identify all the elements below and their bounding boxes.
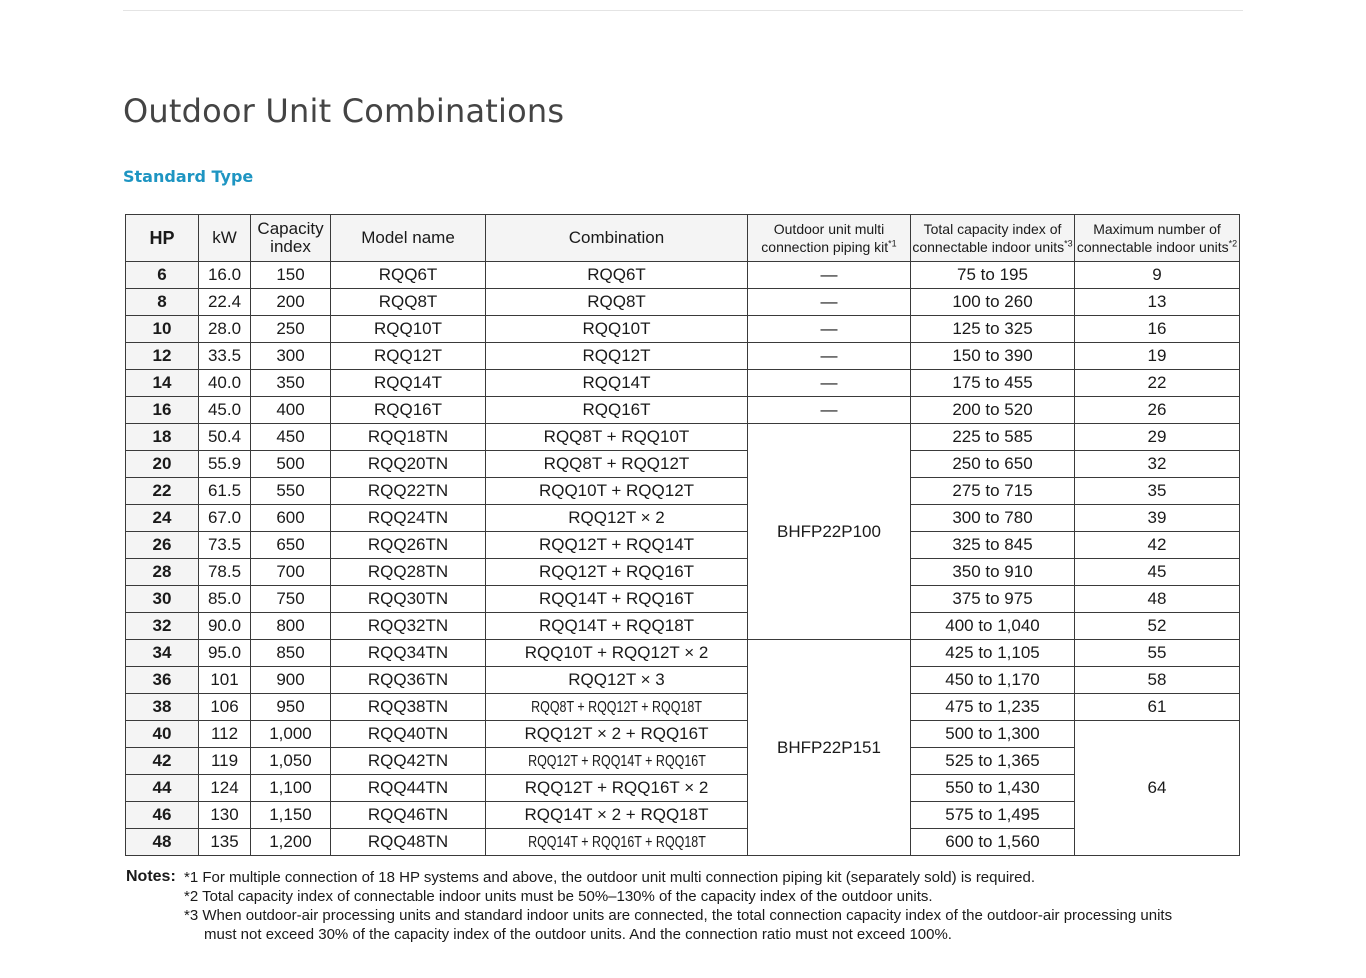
header-capacity-line1: Capacity [257, 219, 324, 238]
cell-model: RQQ44TN [331, 775, 486, 802]
cell-total: 350 to 910 [911, 559, 1075, 586]
cell-hp: 48 [126, 829, 199, 856]
header-total-line1: Total capacity index of [923, 221, 1062, 237]
cell-model: RQQ22TN [331, 478, 486, 505]
header-total-footnote: *3 [1064, 238, 1073, 249]
cell-model: RQQ36TN [331, 667, 486, 694]
cell-combination: RQQ8T + RQQ12T [486, 451, 748, 478]
cell-combination: RQQ14T × 2 + RQQ18T [486, 802, 748, 829]
cell-total: 275 to 715 [911, 478, 1075, 505]
cell-combination: RQQ10T [486, 316, 748, 343]
cell-hp: 28 [126, 559, 199, 586]
header-model-name: Model name [331, 215, 486, 262]
cell-total: 75 to 195 [911, 262, 1075, 289]
cell-kit-bhfp22p100: BHFP22P100 [748, 424, 911, 640]
note-item: *1 For multiple connection of 18 HP systems and above, the outdoor unit multi connection piping kit (separately sold) is required. [184, 869, 1036, 886]
cell-kw: 40.0 [199, 370, 251, 397]
cell-hp: 6 [126, 262, 199, 289]
page-title: Outdoor Unit Combinations [123, 92, 565, 130]
cell-total: 500 to 1,300 [911, 721, 1075, 748]
cell-hp: 30 [126, 586, 199, 613]
cell-capacity: 1,000 [251, 721, 331, 748]
cell-capacity: 250 [251, 316, 331, 343]
table-row [126, 802, 1240, 829]
cell-kw: 78.5 [199, 559, 251, 586]
cell-max: 42 [1075, 532, 1240, 559]
cell-hp: 16 [126, 397, 199, 424]
cell-model: RQQ20TN [331, 451, 486, 478]
cell-hp: 44 [126, 775, 199, 802]
note-item: *3 When outdoor-air processing units and standard indoor units are connected, the total connection capacity index of the outdoor-air processing units must not exceed 30% of the capacity index of the outdoor units. And the connection ratio must not exceed 100%. [184, 907, 1173, 943]
cell-max: 39 [1075, 505, 1240, 532]
cell-kw: 135 [199, 829, 251, 856]
cell-hp: 8 [126, 289, 199, 316]
table-row [126, 694, 1240, 721]
table-row [126, 829, 1240, 856]
cell-kw: 16.0 [199, 262, 251, 289]
cell-model: RQQ12T [331, 343, 486, 370]
header-max-line1: Maximum number of [1093, 221, 1221, 237]
header-combination: Combination [486, 215, 748, 262]
cell-model: RQQ48TN [331, 829, 486, 856]
cell-combination: RQQ12T + RQQ16T × 2 [486, 775, 748, 802]
cell-combination [486, 748, 748, 775]
cell-max: 29 [1075, 424, 1240, 451]
cell-capacity: 600 [251, 505, 331, 532]
cell-combination [486, 829, 748, 856]
cell-capacity: 200 [251, 289, 331, 316]
cell-model: RQQ16T [331, 397, 486, 424]
outdoor-unit-combinations-table [125, 214, 1240, 856]
cell-max-merged: 64 [1075, 721, 1240, 856]
cell-total: 225 to 585 [911, 424, 1075, 451]
cell-kw: 124 [199, 775, 251, 802]
cell-total: 600 to 1,560 [911, 829, 1075, 856]
cell-model: RQQ28TN [331, 559, 486, 586]
cell-combination: RQQ8T [486, 289, 748, 316]
header-capacity-index [251, 215, 331, 262]
table-row [126, 262, 1240, 289]
cell-max: 16 [1075, 316, 1240, 343]
cell-combination-text: RQQ12T + RQQ14T + RQQ16T [527, 753, 706, 770]
cell-capacity: 500 [251, 451, 331, 478]
cell-total: 400 to 1,040 [911, 613, 1075, 640]
cell-model: RQQ32TN [331, 613, 486, 640]
cell-model: RQQ24TN [331, 505, 486, 532]
cell-kw: 45.0 [199, 397, 251, 424]
header-max-footnote: *2 [1228, 238, 1238, 249]
cell-total: 200 to 520 [911, 397, 1075, 424]
cell-max: 26 [1075, 397, 1240, 424]
cell-total: 575 to 1,495 [911, 802, 1075, 829]
cell-total: 150 to 390 [911, 343, 1075, 370]
cell-hp: 34 [126, 640, 199, 667]
cell-combination: RQQ12T [486, 343, 748, 370]
cell-capacity: 900 [251, 667, 331, 694]
cell-combination: RQQ14T + RQQ18T [486, 613, 748, 640]
header-kw: kW [199, 215, 251, 262]
cell-capacity: 550 [251, 478, 331, 505]
cell-model: RQQ6T [331, 262, 486, 289]
note-item: *2 Total capacity index of connectable indoor units must be 50%–130% of the capacity index of the outdoor units. [184, 888, 933, 905]
cell-hp: 46 [126, 802, 199, 829]
cell-combination: RQQ12T × 2 [486, 505, 748, 532]
cell-kw: 101 [199, 667, 251, 694]
cell-model: RQQ38TN [331, 694, 486, 721]
cell-hp: 42 [126, 748, 199, 775]
cell-capacity: 300 [251, 343, 331, 370]
cell-total: 525 to 1,365 [911, 748, 1075, 775]
cell-kw: 61.5 [199, 478, 251, 505]
cell-kit-none: — [748, 289, 911, 316]
cell-capacity: 650 [251, 532, 331, 559]
cell-combination: RQQ12T + RQQ16T [486, 559, 748, 586]
cell-combination: RQQ8T + RQQ10T [486, 424, 748, 451]
cell-combination: RQQ12T × 2 + RQQ16T [486, 721, 748, 748]
table-row [126, 370, 1240, 397]
cell-kw: 55.9 [199, 451, 251, 478]
header-kit-footnote: *1 [888, 238, 897, 249]
cell-max: 9 [1075, 262, 1240, 289]
cell-kw: 119 [199, 748, 251, 775]
header-max-line2: connectable indoor units [1076, 239, 1229, 255]
cell-total: 100 to 260 [911, 289, 1075, 316]
cell-kw: 50.4 [199, 424, 251, 451]
table-row [126, 586, 1240, 613]
header-total-capacity [911, 215, 1075, 262]
cell-capacity: 850 [251, 640, 331, 667]
cell-combination: RQQ14T [486, 370, 748, 397]
cell-capacity: 800 [251, 613, 331, 640]
cell-total: 450 to 1,170 [911, 667, 1075, 694]
table-row [126, 316, 1240, 343]
cell-capacity: 450 [251, 424, 331, 451]
cell-hp: 26 [126, 532, 199, 559]
cell-capacity: 1,100 [251, 775, 331, 802]
cell-kit-none: — [748, 343, 911, 370]
notes-label: Notes: [126, 868, 176, 885]
cell-max: 22 [1075, 370, 1240, 397]
cell-kw: 130 [199, 802, 251, 829]
cell-max: 52 [1075, 613, 1240, 640]
cell-total: 175 to 455 [911, 370, 1075, 397]
cell-kw: 22.4 [199, 289, 251, 316]
cell-hp: 18 [126, 424, 199, 451]
cell-hp: 24 [126, 505, 199, 532]
table-row [126, 721, 1240, 748]
cell-hp: 40 [126, 721, 199, 748]
cell-total: 300 to 780 [911, 505, 1075, 532]
header-hp: HP [126, 215, 199, 262]
cell-max: 32 [1075, 451, 1240, 478]
cell-hp: 36 [126, 667, 199, 694]
table-row [126, 451, 1240, 478]
cell-capacity: 400 [251, 397, 331, 424]
header-kit-line1: Outdoor unit multi [773, 221, 885, 237]
cell-capacity: 700 [251, 559, 331, 586]
cell-kw: 95.0 [199, 640, 251, 667]
cell-kit-none: — [748, 397, 911, 424]
cell-total: 325 to 845 [911, 532, 1075, 559]
cell-capacity: 1,200 [251, 829, 331, 856]
cell-capacity: 750 [251, 586, 331, 613]
cell-capacity: 150 [251, 262, 331, 289]
top-divider [123, 10, 1243, 11]
cell-max: 61 [1075, 694, 1240, 721]
cell-kit-none: — [748, 262, 911, 289]
cell-hp: 32 [126, 613, 199, 640]
cell-combination: RQQ12T × 3 [486, 667, 748, 694]
cell-hp: 38 [126, 694, 199, 721]
cell-model: RQQ10T [331, 316, 486, 343]
cell-combination-text: RQQ14T + RQQ16T + RQQ18T [527, 834, 706, 851]
notes-list [184, 868, 1204, 944]
cell-model: RQQ34TN [331, 640, 486, 667]
cell-capacity: 1,050 [251, 748, 331, 775]
cell-combination-text: RQQ8T + RQQ12T + RQQ18T [531, 699, 702, 716]
cell-max: 45 [1075, 559, 1240, 586]
cell-model: RQQ18TN [331, 424, 486, 451]
cell-max: 48 [1075, 586, 1240, 613]
cell-combination: RQQ10T + RQQ12T × 2 [486, 640, 748, 667]
cell-total: 475 to 1,235 [911, 694, 1075, 721]
cell-total: 250 to 650 [911, 451, 1075, 478]
table-row [126, 613, 1240, 640]
table-row [126, 424, 1240, 451]
cell-kw: 73.5 [199, 532, 251, 559]
cell-combination: RQQ14T + RQQ16T [486, 586, 748, 613]
cell-kw: 90.0 [199, 613, 251, 640]
cell-capacity: 950 [251, 694, 331, 721]
header-kit-line2: connection piping kit [761, 239, 889, 255]
cell-model: RQQ14T [331, 370, 486, 397]
cell-model: RQQ40TN [331, 721, 486, 748]
cell-combination: RQQ12T + RQQ14T [486, 532, 748, 559]
table-row [126, 748, 1240, 775]
cell-hp: 10 [126, 316, 199, 343]
table-row [126, 397, 1240, 424]
cell-total: 375 to 975 [911, 586, 1075, 613]
cell-total: 425 to 1,105 [911, 640, 1075, 667]
cell-max: 55 [1075, 640, 1240, 667]
cell-capacity: 1,150 [251, 802, 331, 829]
section-subtitle: Standard Type [123, 167, 254, 186]
header-piping-kit [748, 215, 911, 262]
cell-max: 58 [1075, 667, 1240, 694]
table-row [126, 505, 1240, 532]
table-row [126, 667, 1240, 694]
table-row [126, 775, 1240, 802]
cell-kw: 33.5 [199, 343, 251, 370]
table-header-row [126, 215, 1240, 262]
table-row [126, 532, 1240, 559]
cell-kit-bhfp22p151: BHFP22P151 [748, 640, 911, 856]
cell-hp: 14 [126, 370, 199, 397]
cell-kit-none: — [748, 370, 911, 397]
cell-kw: 67.0 [199, 505, 251, 532]
table-row [126, 478, 1240, 505]
cell-hp: 20 [126, 451, 199, 478]
cell-max: 13 [1075, 289, 1240, 316]
cell-model: RQQ30TN [331, 586, 486, 613]
cell-combination: RQQ10T + RQQ12T [486, 478, 748, 505]
cell-model: RQQ8T [331, 289, 486, 316]
cell-combination [486, 694, 748, 721]
cell-kw: 85.0 [199, 586, 251, 613]
table-row [126, 289, 1240, 316]
cell-combination: RQQ16T [486, 397, 748, 424]
cell-kw: 112 [199, 721, 251, 748]
table-row [126, 343, 1240, 370]
cell-total: 550 to 1,430 [911, 775, 1075, 802]
cell-kit-none: — [748, 316, 911, 343]
cell-model: RQQ42TN [331, 748, 486, 775]
cell-kw: 106 [199, 694, 251, 721]
cell-max: 19 [1075, 343, 1240, 370]
cell-total: 125 to 325 [911, 316, 1075, 343]
header-capacity-line2: index [270, 237, 311, 256]
cell-kw: 28.0 [199, 316, 251, 343]
cell-hp: 22 [126, 478, 199, 505]
cell-hp: 12 [126, 343, 199, 370]
cell-combination: RQQ6T [486, 262, 748, 289]
table-row [126, 640, 1240, 667]
table-row [126, 559, 1240, 586]
cell-max: 35 [1075, 478, 1240, 505]
cell-model: RQQ46TN [331, 802, 486, 829]
header-total-line2: connectable indoor units [912, 239, 1065, 255]
header-max-units [1075, 215, 1240, 262]
cell-model: RQQ26TN [331, 532, 486, 559]
cell-capacity: 350 [251, 370, 331, 397]
